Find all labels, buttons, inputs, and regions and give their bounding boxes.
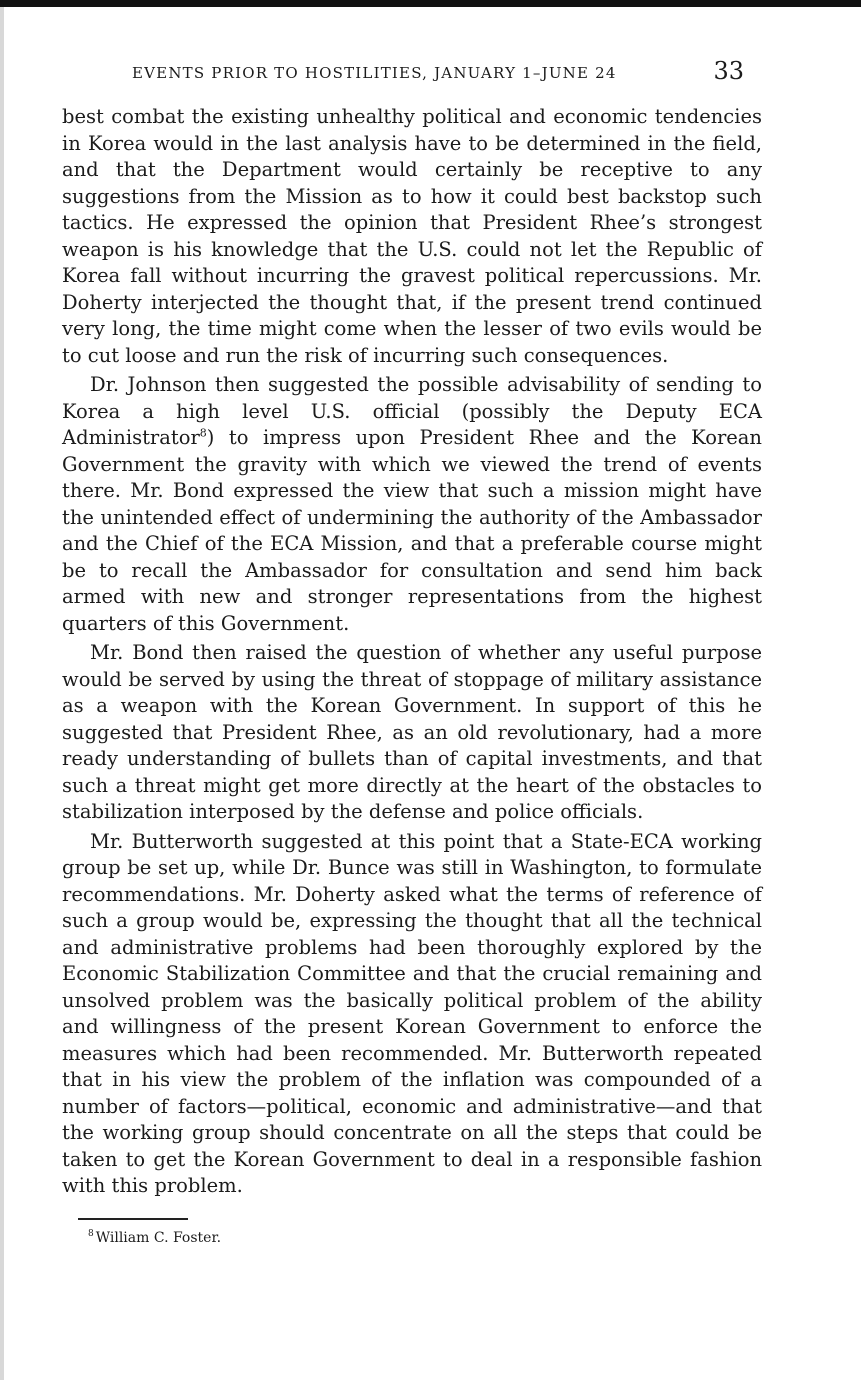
paragraph-text: Dr. Johnson then suggested the possible advisability of sending to Korea a high level U.S. official (possibly the Deputy ECA Administrator [62, 373, 762, 449]
paragraph-continued: best combat the existing unhealthy political and economic tendencies in Korea would in the last analysis have to be determined in the field, and that the Department would certainly be receptive to any suggestions from the Mission as to how it could best backstop such tactics. He expressed the opinion that President Rhee’s strongest weapon is his knowledge that the U.S. could not let the Republic of Korea fall without incurring the gravest political repercussions. Mr. Doherty interjected the thought that, if the present trend continued very long, the time might come when the lesser of two evils would be to cut loose and run the risk of incurring such consequences. [62, 105, 762, 367]
document-page [62, 54, 762, 1246]
body-text [62, 104, 762, 1200]
page-number: 33 [713, 57, 744, 85]
footnote-marker: 8 [88, 1228, 94, 1239]
top-border [0, 0, 861, 7]
footnote-text: William C. Foster. [95, 1229, 222, 1246]
running-head [62, 54, 762, 90]
paragraph-military-assistance: Mr. Bond then raised the question of whether any useful purpose would be served by using the threat of stoppage of military assistance as a weapon with the Korean Government. In support of this he suggested that President Rhee, as an old revolutionary, had a more ready understanding of bullets than of capital investments, and that such a threat might get more directly at the heart of the obstacles to stabilization interposed by the defense and police officials. [62, 641, 762, 823]
paragraph-johnson-proposal [62, 372, 762, 637]
paragraph-text: ) to impress upon President Rhee and the Korean Government the gravity with which we viewed the trend of events there. Mr. Bond expressed the view that such a mission might have the unintended effect of undermining the authority of the Ambassador and the Chief of the ECA Mission, and that a preferable course might be to recall the Ambassador for consultation and send him back armed with new and stronger representations from the highest quarters of this Government. [62, 426, 762, 635]
paragraph-working-group: Mr. Butterworth suggested at this point that a State-ECA working group be set up, while Dr. Bunce was still in Washington, to formulate recommendations. Mr. Doherty asked what the terms of reference of such a group would be, expressing the thought that all the technical and administrative problems had been thoroughly explored by the Economic Stabilization Committee and that the crucial remaining and unsolved problem was the basically political problem of the ability and willingness of the present Korean Government to enforce the measures which had been recommended. Mr. Butterworth repeated that in his view the problem of the inflation was compounded of a number of factors—political, economic and administrative—and that the working group should concentrate on all the steps that could be taken to get the Korean Government to deal in a responsible fashion with this problem. [62, 829, 762, 1197]
footnote-reference: 8 [199, 426, 207, 440]
footnote-divider [78, 1218, 188, 1220]
running-title: EVENTS PRIOR TO HOSTILITIES, JANUARY 1–JUNE 24 [132, 64, 617, 82]
scan-edge [0, 7, 4, 1380]
footnote [88, 1230, 762, 1246]
